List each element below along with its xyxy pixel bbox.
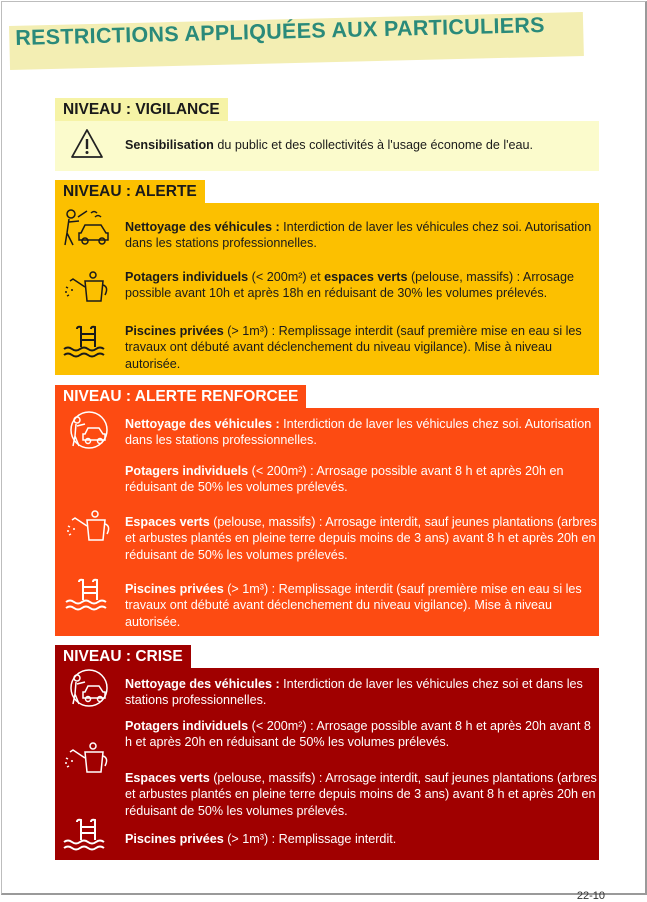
car-washing-icon: [63, 668, 115, 713]
car-washing-icon: [61, 207, 113, 252]
vigilance-text: Sensibilisation du public et des collectivités à l'usage économe de l'eau.: [125, 138, 534, 152]
vigilance-box: [55, 121, 599, 171]
crise-item-gardens: Potagers individuels (< 200m²) : Arrosage possible avant 8 h et après 20h avant 8 h et après 20h en réduisant de 50% les volumes prélevés.: [125, 719, 591, 750]
level-tag-alerte: NIVEAU : ALERTE: [55, 180, 205, 203]
watering-can-icon: [65, 508, 111, 551]
alerte-item-gardens: Potagers individuels (< 200m²) et espaces verts (pelouse, massifs) : Arrosage possible avant 10h et après 18h en réduisant de 30% les volumes prélevés.: [125, 270, 575, 301]
swimming-pool-icon: [63, 578, 109, 619]
renforcee-item-pools: Piscines privées (> 1m³) : Remplissage interdit (sauf première mise en eau si les travaux ont débuté avant déclenchement du niveau vigilance). Mise à niveau autorisée.: [125, 582, 582, 629]
alerte-box: [55, 203, 599, 375]
crise-item-vehicles: Nettoyage des véhicules : Interdiction de laver les véhicules chez soi et dans les stations professionnelles.: [125, 677, 583, 708]
warning-triangle-icon: [69, 127, 105, 166]
page-footer: 22-10: [576, 890, 605, 902]
level-tag-crise: NIVEAU : CRISE: [55, 645, 191, 668]
crise-box: [55, 668, 599, 860]
swimming-pool-icon: [61, 818, 107, 859]
alerte-item-vehicles: Nettoyage des véhicules : Interdiction de laver les véhicules chez soi. Autorisation dans les stations professionnelles.: [125, 220, 592, 251]
alerte-item-pools: Piscines privées (> 1m³) : Remplissage interdit (sauf première mise en eau si les travaux ont débuté avant déclenchement du niveau vigilance). Mise à niveau autorisée.: [125, 324, 582, 371]
renforcee-item-green-spaces: Espaces verts (pelouse, massifs) : Arrosage interdit, sauf jeunes plantations (arbres et arbustes plantés en pleine terre depuis moins de 3 ans) avant 8 h et après 20h en réduisant de 50% les volumes prélevés.: [125, 515, 597, 562]
swimming-pool-icon: [61, 325, 107, 366]
renforcee-item-gardens: Potagers individuels (< 200m²) : Arrosage possible avant 8 h et après 20h en réduisant de 50% les volumes prélevés.: [125, 464, 564, 495]
crise-item-pools: Piscines privées (> 1m³) : Remplissage interdit.: [125, 832, 397, 846]
crise-item-green-spaces: Espaces verts (pelouse, massifs) : Arrosage interdit, sauf jeunes plantations (arbres et arbustes plantés en pleine terre depuis moins de 3 ans) avant 8 h et après 20h en réduisant de 50% les volumes prélevés.: [125, 771, 597, 818]
watering-can-icon: [63, 269, 109, 312]
level-tag-renforcee: NIVEAU : ALERTE RENFORCEE: [55, 385, 306, 408]
level-tag-vigilance: NIVEAU : VIGILANCE: [55, 98, 228, 121]
renforcee-item-vehicles: Nettoyage des véhicules : Interdiction de laver les véhicules chez soi. Autorisation dans les stations professionnelles.: [125, 417, 592, 448]
page-title: RESTRICTIONS APPLIQUÉES AUX PARTICULIERS: [15, 13, 546, 50]
watering-can-icon: [63, 740, 109, 783]
car-washing-icon: [63, 410, 115, 455]
renforcee-box: [55, 408, 599, 636]
